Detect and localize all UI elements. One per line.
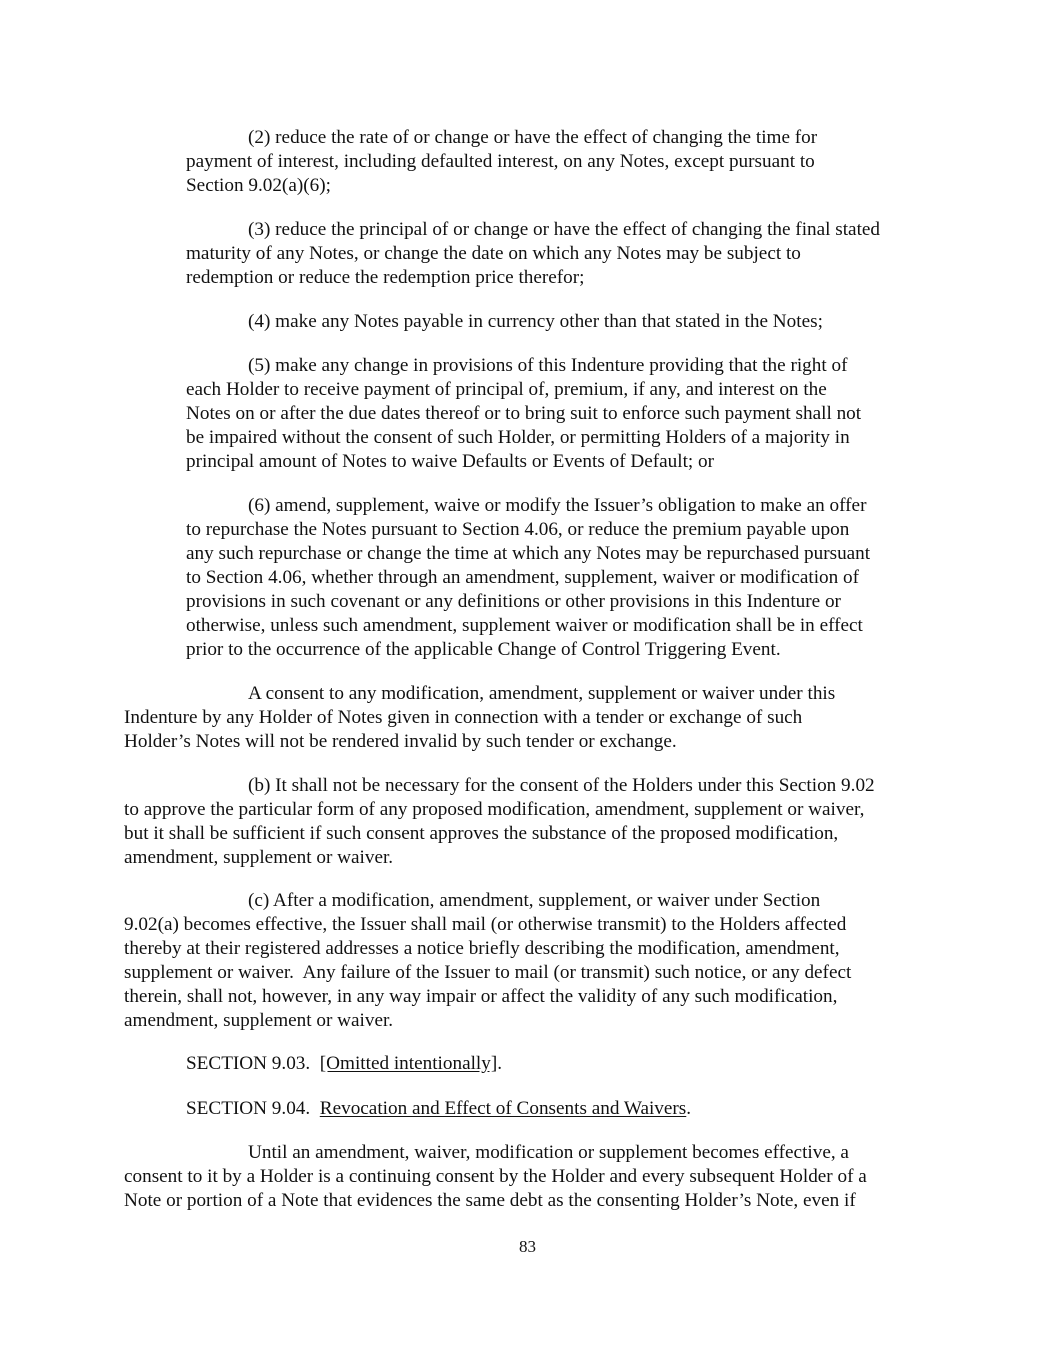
text-line: (3) reduce the principal of or change or have the effect of changing the final stated: [248, 219, 881, 240]
text-line: prior to the occurrence of the applicable Change of Control Triggering Event.: [186, 639, 781, 660]
paragraph-item-4: [186, 310, 823, 334]
paragraph-item-6: [186, 494, 870, 662]
text-line: supplement or waiver. Any failure of the Issuer to mail (or transmit) such notice, or any defect: [124, 962, 852, 983]
page-number: 83: [519, 1237, 536, 1256]
text-line: redemption or reduce the redemption price therefor;: [186, 267, 585, 288]
text-line: provisions in such covenant or any definitions or other provisions in this Indenture or: [186, 591, 841, 612]
text-line: A consent to any modification, amendment, supplement or waiver under this: [248, 683, 836, 704]
text-line: Indenture by any Holder of Notes given in connection with a tender or exchange of such: [124, 707, 803, 728]
text-line: (2) reduce the rate of or change or have the effect of changing the time for: [248, 127, 818, 148]
text-line: amendment, supplement or waiver.: [124, 1010, 394, 1031]
text-line: Notes on or after the due dates thereof or to bring suit to enforce such payment shall not: [186, 403, 862, 424]
paragraph-b: [124, 774, 875, 870]
text-line: payment of interest, including defaulted interest, on any Notes, except pursuant to: [186, 151, 815, 172]
section-title-end: .: [686, 1098, 692, 1119]
section-number: SECTION 9.03.: [186, 1053, 311, 1074]
text-line: maturity of any Notes, or change the date on which any Notes may be subject to: [186, 243, 801, 264]
paragraph-c: [124, 889, 851, 1033]
text-line: be impaired without the consent of such Holder, or permitting Holders of a majority in: [186, 427, 850, 448]
text-line: Holder’s Notes will not be rendered invalid by such tender or exchange.: [124, 731, 677, 752]
text-line: principal amount of Notes to waive Defaults or Events of Default; or: [186, 451, 715, 472]
text-line: (5) make any change in provisions of this Indenture providing that the right of: [248, 355, 848, 376]
text-line: (c) After a modification, amendment, supplement, or waiver under Section: [248, 890, 821, 911]
text-line: to repurchase the Notes pursuant to Section 4.06, or reduce the premium payable upon: [186, 519, 850, 540]
text-line: consent to it by a Holder is a continuing consent by the Holder and every subsequent Holder of a: [124, 1166, 867, 1187]
text-line: (6) amend, supplement, waive or modify the Issuer’s obligation to make an offer: [248, 495, 867, 516]
text-line: therein, shall not, however, in any way impair or affect the validity of any such modification,: [124, 986, 838, 1007]
text-line: (b) It shall not be necessary for the consent of the Holders under this Section 9.02: [248, 775, 875, 796]
paragraph-item-5: [186, 354, 861, 474]
section-9-03-heading: [186, 1052, 502, 1076]
text-line: thereby at their registered addresses a notice briefly describing the modification, amendment,: [124, 938, 840, 959]
section-title-end: .: [497, 1053, 503, 1074]
text-line: to Section 4.06, whether through an amendment, supplement, waiver or modification of: [186, 567, 859, 588]
text-line: to approve the particular form of any proposed modification, amendment, supplement or waiver,: [124, 799, 865, 820]
text-line: 9.02(a) becomes effective, the Issuer shall mail (or otherwise transmit) to the Holders affected: [124, 914, 847, 935]
text-line: Note or portion of a Note that evidences the same debt as the consenting Holder’s Note, even if: [124, 1190, 856, 1211]
paragraph-item-3: [186, 218, 880, 290]
section-title: Revocation and Effect of Consents and Waivers: [319, 1098, 687, 1119]
section-9-04-heading: [186, 1097, 691, 1121]
section-number: SECTION 9.04.: [186, 1098, 311, 1119]
paragraph-consent: [124, 682, 835, 754]
text-line: but it shall be sufficient if such consent approves the substance of the proposed modification,: [124, 823, 839, 844]
text-line: (4) make any Notes payable in currency other than that stated in the Notes;: [248, 311, 823, 332]
text-line: otherwise, unless such amendment, supplement waiver or modification shall be in effect: [186, 615, 863, 636]
paragraph-item-2: [186, 126, 817, 198]
text-line: Section 9.02(a)(6);: [186, 175, 331, 196]
paragraph-until: [124, 1141, 867, 1213]
text-line: any such repurchase or change the time at which any Notes may be repurchased pursuant: [186, 543, 871, 564]
text-line: each Holder to receive payment of principal of, premium, if any, and interest on the: [186, 379, 827, 400]
text-line: amendment, supplement or waiver.: [124, 847, 394, 868]
section-title: [Omitted intentionally]: [319, 1053, 498, 1074]
text-line: Until an amendment, waiver, modification or supplement becomes effective, a: [248, 1142, 849, 1163]
